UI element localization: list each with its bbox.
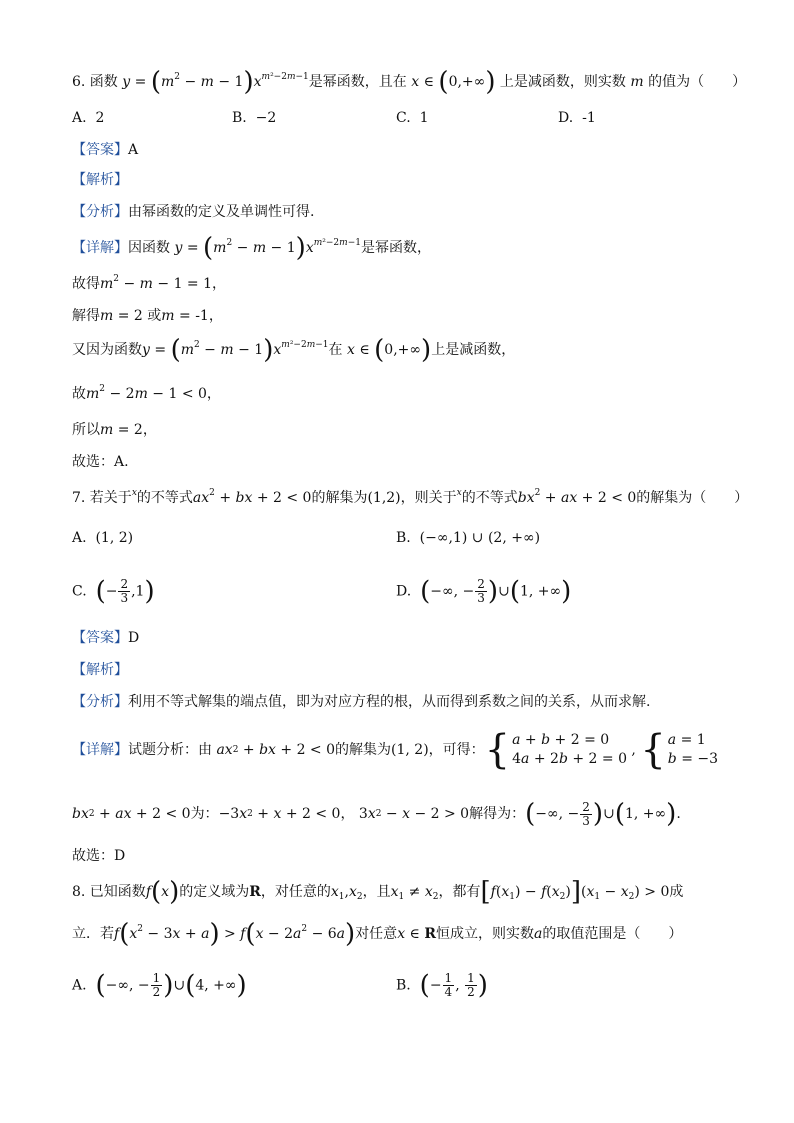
q6-xiangjie-5: 故$m^2 - 2m - 1 < 0$， (72, 384, 221, 402)
q7-choose: 故选：D (72, 848, 126, 864)
q8-stem-line2: 立．若$f(x^2 - 3x + a) > f(x - 2a^2 - 6a)$对任意x ∈ R恒成立，则实数a的取值范围是（ ） (72, 919, 683, 949)
q7-xiangjie-2: bx 2 + ax + 2 < 0 为： −3 x 2 + x + 2 < 0 ， 3 x 2 − x − 2 > 0 解得为： ( −∞, − $\frac{2}{3}$ ) ∪ ( 1, +∞ ) . (72, 799, 681, 829)
q7-option-a: A. (1, 2) (72, 530, 134, 546)
q6-xiangjie-1: 【详解】因函数 $y = (m^2 - m - 1)x^{m^2-2m-1}$是幂函数， (72, 233, 431, 263)
q7-answer: 【答案】D (72, 630, 140, 646)
q6-number: 6. (72, 74, 86, 90)
q8-stem-line1: 8. 已知函数f(x)的定义域为R，对任意的$x_1,x_2$，且$x_1 \ne x_2$，都有$[f(x_1) - f(x_2)](x_1 - x_2) > 0$成 (72, 877, 684, 907)
q6-option-d: D. -1 (558, 110, 596, 126)
q6-xiangjie-2: 故得$m^2 - m - 1 = 1$， (72, 274, 227, 292)
q7-option-c: C. (− $\frac{2}{3}$ ,1) (72, 576, 155, 607)
q8-option-a: A. (−∞, − $\frac{1}{2}$ )∪(4, +∞) (72, 970, 247, 1001)
q6-xiangjie-6: 所以m = 2， (72, 422, 157, 438)
q6-fenxi: 【分析】由幂函数的定义及单调性可得. (72, 204, 315, 220)
q6-xiangjie-3: 解得m = 2 或m = -1， (72, 308, 223, 324)
q7-stem: 7. 若关于$^x$的不等式$ax^2$ + bx + 2 < 0的解集为(1,2)，则关于$^x$的不等式$bx^2$ + ax + 2 < 0的解集为（ ） (72, 488, 749, 506)
q6-stem: 6. 函数 $y = (m^2 - m - 1)x^{m^2-2m-1}$是幂函数，且在 x ∈ (0,+∞) 上是减函数，则实数 m 的值为（ ） (72, 67, 747, 97)
q7-system-2: { a = 1 b = −3 (640, 727, 719, 773)
q7-option-b: B. (−∞,1) ∪ (2, +∞) (396, 530, 541, 546)
q6-option-b: B. −2 (232, 110, 277, 126)
q8-option-b: B. (− $\frac{1}{4}$ , $\frac{1}{2}$ ) (396, 970, 488, 1001)
q7-fenxi: 【分析】利用不等式解集的端点值，即为对应方程的根，从而得到系数之间的关系，从而求解. (72, 694, 651, 710)
q6-answer: 【答案】A (72, 142, 139, 158)
q6-option-c: C. 1 (396, 110, 429, 126)
q6-analysis-label: 【解析】 (72, 172, 128, 188)
q6-xiangjie-4: 又因为函数$y = (m^2 - m - 1)x^{m^2-2m-1}$在 x ∈ (0,+∞)上是减函数， (72, 335, 516, 365)
q7-xiangjie-1: 【详解】 试题分析：由 ax 2 + bx + 2 < 0 的解集为 (1, 2) ，可得： { a + b + 2 = 0 4a + 2b + 2 = 0 , { a = 1 b = −3 (72, 727, 719, 773)
q7-analysis-label: 【解析】 (72, 662, 128, 678)
q7-option-d: D. (−∞, − $\frac{2}{3}$ )∪(1, +∞) (396, 576, 572, 607)
q6-option-a: A. 2 (72, 110, 105, 126)
q6-choose: 故选：A. (72, 454, 129, 470)
q7-system-1: { a + b + 2 = 0 4a + 2b + 2 = 0 (484, 727, 627, 773)
